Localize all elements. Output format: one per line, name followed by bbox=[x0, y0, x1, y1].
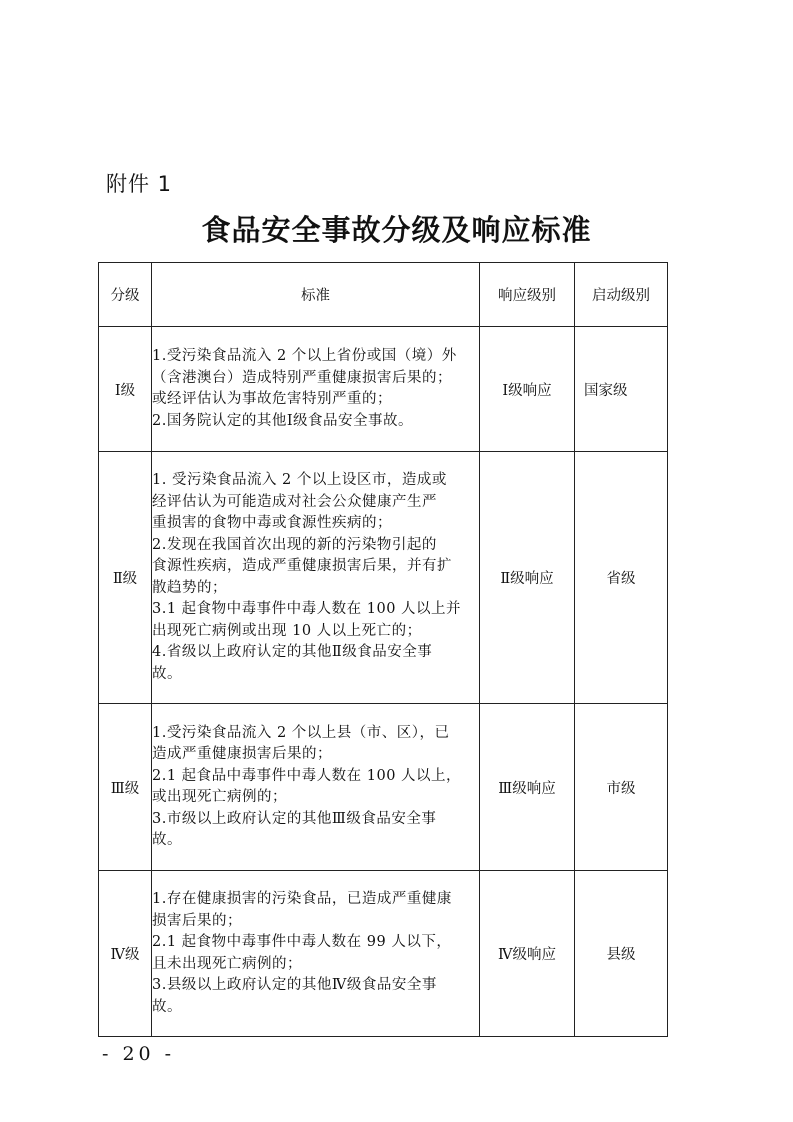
criteria-line: 造成严重健康损害后果的； bbox=[152, 746, 332, 762]
criteria-line: 且未出现死亡病例的； bbox=[152, 955, 302, 972]
criteria-cell bbox=[152, 871, 480, 1037]
document-title: 食品安全事故分级及响应标准 bbox=[201, 213, 592, 247]
level-cell: Ⅱ级 bbox=[99, 452, 152, 704]
criteria-cell bbox=[152, 452, 480, 704]
level-cell: Ⅳ级 bbox=[99, 871, 152, 1037]
criteria-line: 3.市级以上政府认定的其他Ⅲ级食品安全事 bbox=[152, 810, 437, 827]
criteria-line: （含港澳台）造成特别严重健康损害后果的； bbox=[152, 369, 452, 386]
criteria-line: 2.1 起食物中毒事件中毒人数在 99 人以下， bbox=[152, 934, 452, 950]
header-criteria: 标准 bbox=[152, 263, 480, 327]
criteria-line: 1. 受污染食品流入 2 个以上设区市，造成或 bbox=[152, 472, 447, 488]
table-row bbox=[99, 327, 668, 452]
table-row bbox=[99, 704, 668, 871]
criteria-line: 2.国务院认定的其他Ⅰ级食品安全事故。 bbox=[152, 412, 414, 429]
criteria-line: 或出现死亡病例的； bbox=[152, 789, 287, 805]
criteria-line: 故。 bbox=[152, 832, 182, 848]
criteria-line: 经评估认为可能造成对社会公众健康产生严 bbox=[152, 493, 437, 510]
table-row bbox=[99, 871, 668, 1037]
response-cell: Ⅰ级响应 bbox=[480, 327, 575, 452]
criteria-cell bbox=[152, 704, 480, 871]
criteria-line: 或经评估认为事故危害特别严重的； bbox=[152, 391, 392, 407]
criteria-line: 故。 bbox=[152, 998, 182, 1015]
criteria-line: 4.省级以上政府认定的其他Ⅱ级食品安全事 bbox=[152, 644, 433, 660]
criteria-line: 食源性疾病，造成严重健康损害后果，并有扩 bbox=[152, 558, 452, 574]
criteria-line: 1.受污染食品流入 2 个以上省份或国（境）外 bbox=[152, 348, 457, 364]
table-header-row bbox=[99, 263, 668, 327]
start-cell: 县级 bbox=[575, 871, 668, 1037]
criteria-line: 3.1 起食物中毒事件中毒人数在 100 人以上并 bbox=[152, 601, 462, 617]
criteria-line: 出现死亡病例或出现 10 人以上死亡的； bbox=[152, 622, 422, 639]
response-cell: Ⅲ级响应 bbox=[480, 704, 575, 871]
table-row bbox=[99, 452, 668, 704]
criteria-line: 2.1 起食品中毒事件中毒人数在 100 人以上， bbox=[152, 767, 462, 784]
criteria-line: 重损害的食物中毒或食源性疾病的； bbox=[152, 515, 392, 531]
criteria-line: 1.存在健康损害的污染食品，已造成严重健康 bbox=[152, 891, 452, 907]
page-number: - 20 - bbox=[102, 1043, 176, 1065]
criteria-line: 散趋势的； bbox=[152, 579, 227, 596]
criteria-line: 故。 bbox=[152, 665, 182, 682]
start-cell: 市级 bbox=[575, 704, 668, 871]
criteria-line: 1.受污染食品流入 2 个以上县（市、区），已 bbox=[152, 724, 450, 741]
grading-table bbox=[98, 262, 668, 1037]
response-cell: Ⅳ级响应 bbox=[480, 871, 575, 1037]
header-start: 启动级别 bbox=[575, 263, 668, 327]
level-cell: Ⅰ级 bbox=[99, 327, 152, 452]
header-response: 响应级别 bbox=[480, 263, 575, 327]
response-cell: Ⅱ级响应 bbox=[480, 452, 575, 704]
header-level: 分级 bbox=[99, 263, 152, 327]
criteria-line: 3.县级以上政府认定的其他Ⅳ级食品安全事 bbox=[152, 977, 437, 993]
criteria-line: 损害后果的； bbox=[152, 912, 242, 929]
start-cell: 国家级 bbox=[575, 327, 668, 452]
start-cell: 省级 bbox=[575, 452, 668, 704]
criteria-line: 2.发现在我国首次出现的新的污染物引起的 bbox=[152, 536, 437, 553]
criteria-cell bbox=[152, 327, 480, 452]
level-cell: Ⅲ级 bbox=[99, 704, 152, 871]
attachment-label: 附件 1 bbox=[106, 172, 173, 196]
